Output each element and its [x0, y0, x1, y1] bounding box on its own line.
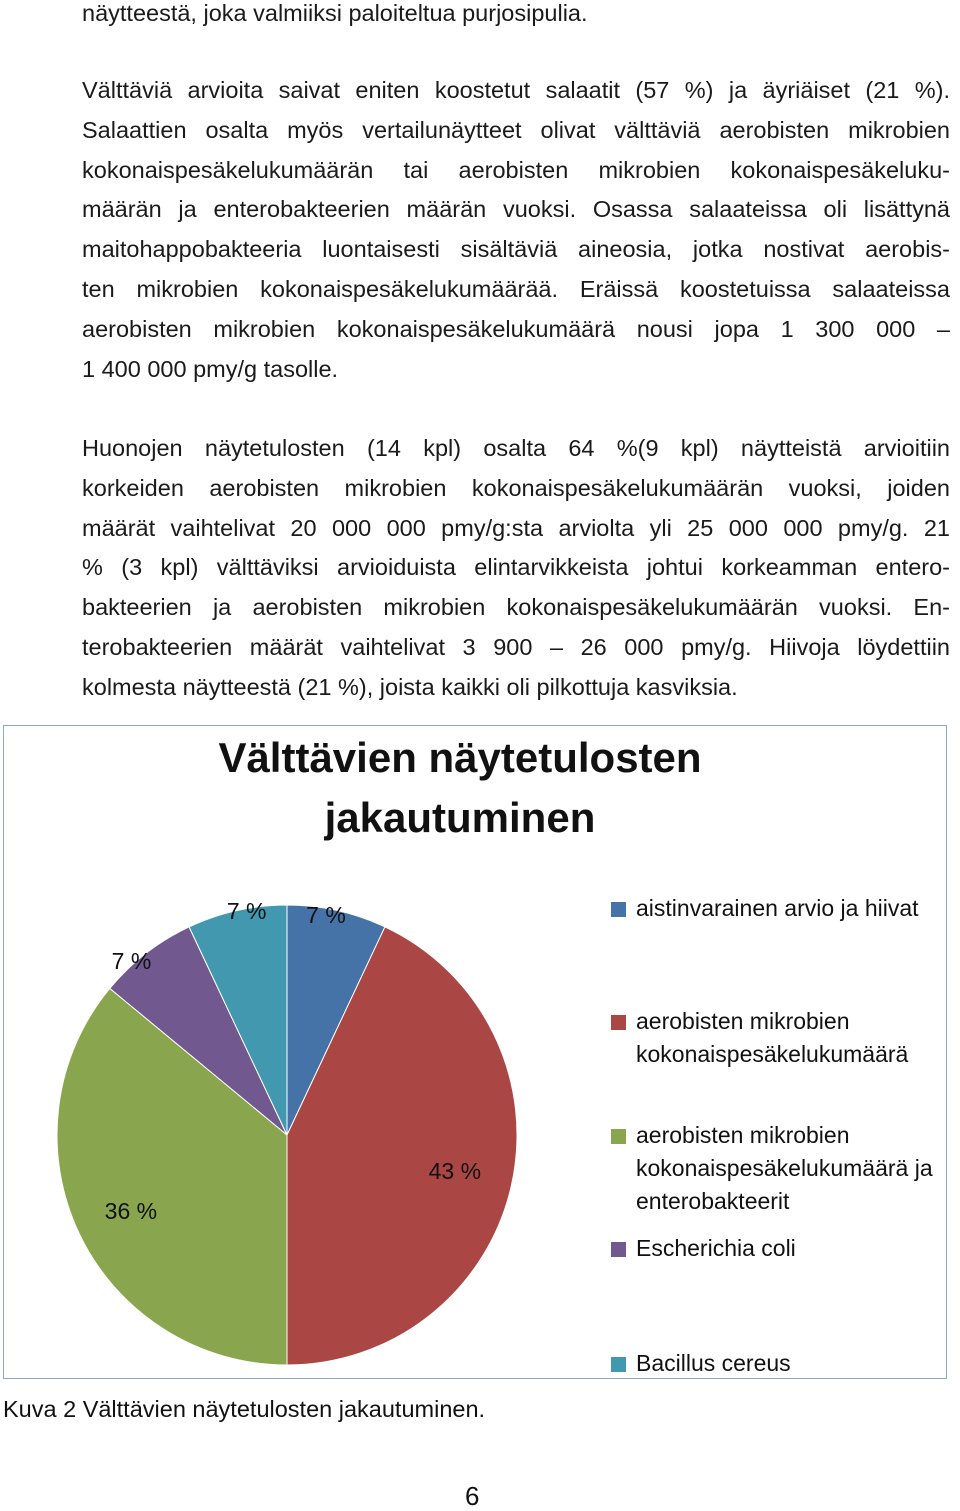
legend-label: aerobisten mikrobien kokonaispesäkelukumäärä [636, 1008, 909, 1067]
data-label-4: 7 % [226, 897, 267, 924]
legend-label: aerobisten mikrobien kokonaispesäkelukumäärä ja enterobakteerit [636, 1122, 933, 1214]
text-line: % (3 kpl) välttäviksi arvioiduista elintarvikkeista johtui korkeamman entero- [82, 554, 950, 581]
legend-swatch [611, 1242, 626, 1257]
legend-swatch [611, 1129, 626, 1144]
legend-swatch [611, 1357, 626, 1372]
page-number: 6 [465, 1481, 480, 1511]
text-line: ten mikrobien kokonaispesäkelukumäärää. Eräissä koostetuissa salaateissa [82, 275, 950, 302]
text-line: korkeiden aerobisten mikrobien kokonaispesäkelukumäärän vuoksi, joiden [82, 474, 950, 501]
legend-label: Escherichia coli [636, 1235, 796, 1261]
text-line: määrän ja enterobakteerien määrän vuoksi. Osassa salaateissa oli lisättynä [82, 196, 950, 223]
text-line: Huonojen näytetulosten (14 kpl) osalta 64 %(9 kpl) näytteistä arvioitiin [82, 435, 950, 461]
text-line: bakteerien ja aerobisten mikrobien kokonaispesäkelukumäärän vuoksi. En- [82, 594, 950, 621]
data-label-0: 7 % [306, 902, 346, 929]
figure-caption: Kuva 2 Välttävien näytetulosten jakautuminen. [3, 1396, 486, 1422]
text-line: näytteestä, joka valmiiksi paloiteltua purjosipulia. [82, 0, 588, 26]
legend-swatch [611, 902, 626, 917]
data-label-3: 7 % [111, 947, 152, 974]
chart-title: Välttävien näytetulosten jakautuminen [218, 734, 702, 841]
legend-label: aistinvarainen arvio ja hiivat [636, 895, 919, 921]
text-line: kokonaispesäkelukumäärän tai aerobisten mikrobien kokonaispesäkeluku- [82, 156, 950, 183]
text-line: määrät vaihtelivat 20 000 000 pmy/g:sta arviolta yli 25 000 000 pmy/g. 21 [82, 514, 950, 541]
text-line: terobakteerien määrät vaihtelivat 3 900 – 26 000 pmy/g. Hiivoja löydettiin [82, 633, 950, 660]
data-label-1: 43 % [428, 1158, 482, 1185]
text-line: Salaattien osalta myös vertailunäytteet olivat välttäviä aerobisten mikrobien [82, 116, 950, 143]
text-line: maitohappobakteeria luontaisesti sisältäviä aineosia, jotka nostivat aerobis- [82, 236, 950, 263]
text-line: Välttäviä arvioita saivat eniten koostetut salaatit (57 %) ja äyriäiset (21 %). [82, 77, 950, 103]
text-line: 1 400 000 pmy/g tasolle. [82, 355, 339, 382]
text-line: aerobisten mikrobien kokonaispesäkelukumäärä nousi jopa 1 300 000 – [82, 315, 950, 342]
legend-label: Bacillus cereus [636, 1350, 791, 1376]
data-label-2: 36 % [104, 1198, 158, 1225]
text-line: kolmesta näytteestä (21 %), joista kaikki oli pilkottuja kasviksia. [82, 673, 738, 700]
legend-swatch [611, 1015, 626, 1030]
